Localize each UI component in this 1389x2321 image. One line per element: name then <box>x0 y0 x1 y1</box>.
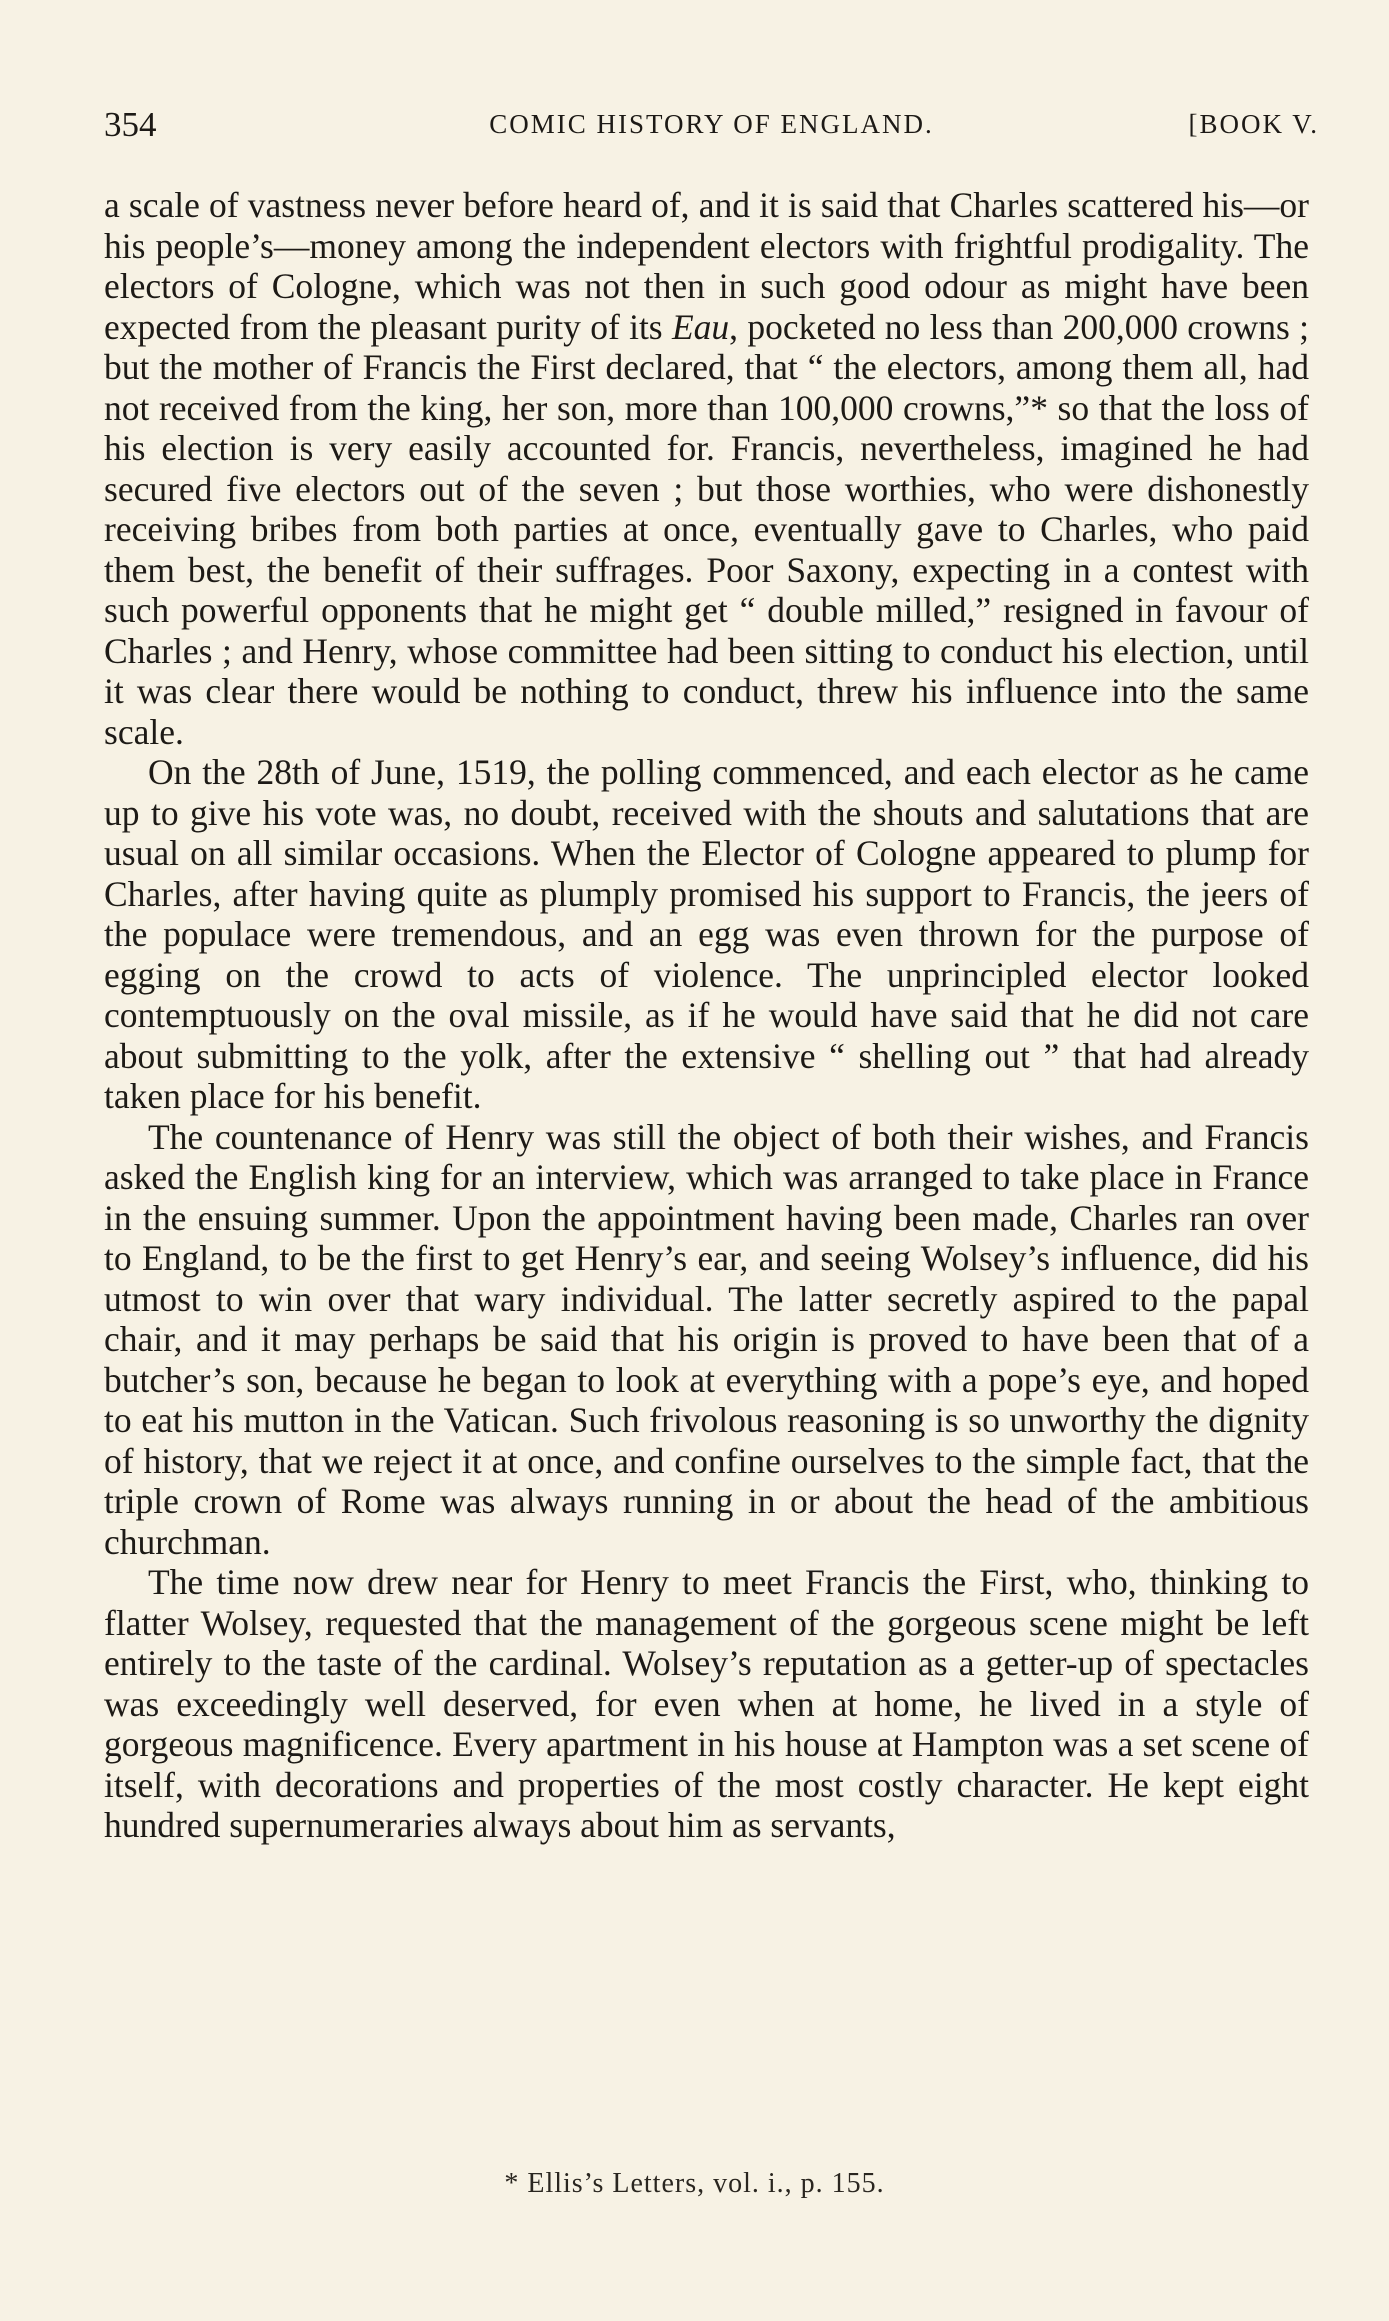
body-text <box>104 185 1309 1846</box>
paragraph-2: On the 28th of June, 1519, the polling commenced, and each elector as he came up to give his vote was, no doubt, received with the shouts and salutations that are usual on all similar occasions. When the Elector of Cologne appeared to plump for Charles, after having quite as plumply promised his support to Francis, the jeers of the populace were tremendous, and an egg was even thrown for the purpose of egging on the crowd to acts of violence. The unprincipled elector looked contemptuously on the oval missile, as if he would have said that he did not care about submitting to the yolk, after the extensive “ shelling out ” that had already taken place for his benefit. <box>104 752 1309 1116</box>
running-header <box>104 105 1319 155</box>
paragraph-3: The countenance of Henry was still the object of both their wishes, and Francis asked the English king for an interview, which was arranged to take place in France in the ensuing summer. Upon the appointment having been made, Charles ran over to England, to be the first to get Henry’s ear, and seeing Wolsey’s influence, did his utmost to win over that wary individual. The latter secretly aspired to the papal chair, and it may perhaps be said that his origin is proved to have been that of a butcher’s son, because he began to look at everything with a pope’s eye, and hoped to eat his mutton in the Vatican. Such frivolous reasoning is so unworthy the dignity of history, that we reject it at once, and confine ourselves to the simple fact, that the triple crown of Rome was always running in or about the head of the ambitious churchman. <box>104 1116 1309 1562</box>
footnote: * Ellis’s Letters, vol. i., p. 155. <box>504 2168 885 2199</box>
paragraph-1-part-b: , pocketed no less than 200,000 crowns ; but the mother of Francis the First declared, that “ the electors, among them all, had not received from the king, her son, more than 100,000 crowns,”* so that the loss of his election is very easily accounted for. Francis, nevertheless, imagined he had secured five electors out of the seven ; but those worthies, who were dishonestly receiving bribes from both parties at once, eventually gave to Charles, who paid them best, the benefit of their suffrages. Poor Saxony, expecting in a contest with such powerful opponents that he might get “ double milled,” resigned in favour of Charles ; and Henry, whose committee had been sitting to conduct his election, until it was clear there would be nothing to conduct, threw his influence into the same scale. <box>104 306 1309 752</box>
page-number: 354 <box>104 105 157 144</box>
paragraph-1 <box>104 185 1309 752</box>
paragraph-4: The time now drew near for Henry to meet Francis the First, who, thinking to flatter Wolsey, requested that the management of the gorgeous scene might be left entirely to the taste of the cardinal. Wolsey’s reputation as a getter-up of spectacles was exceedingly well deserved, for even when at home, he lived in a style of gorgeous magnificence. Every apartment in his house at Hampton was a set scene of itself, with decorations and properties of the most costly character. He kept eight hundred supernumeraries always about him as servants, <box>104 1562 1309 1845</box>
paragraph-1-part-a: a scale of vastness never before heard of, and it is said that Charles scattered his—or his people’s—money among the independent electors with frightful prodigality. The electors of Cologne, which was not then in such good odour as might have been expected from the pleasant purity of its <box>104 185 1309 347</box>
eau-italic: Eau <box>671 306 730 347</box>
book-label: [BOOK V. <box>1188 109 1319 139</box>
running-title: COMIC HISTORY OF ENGLAND. <box>489 109 934 139</box>
